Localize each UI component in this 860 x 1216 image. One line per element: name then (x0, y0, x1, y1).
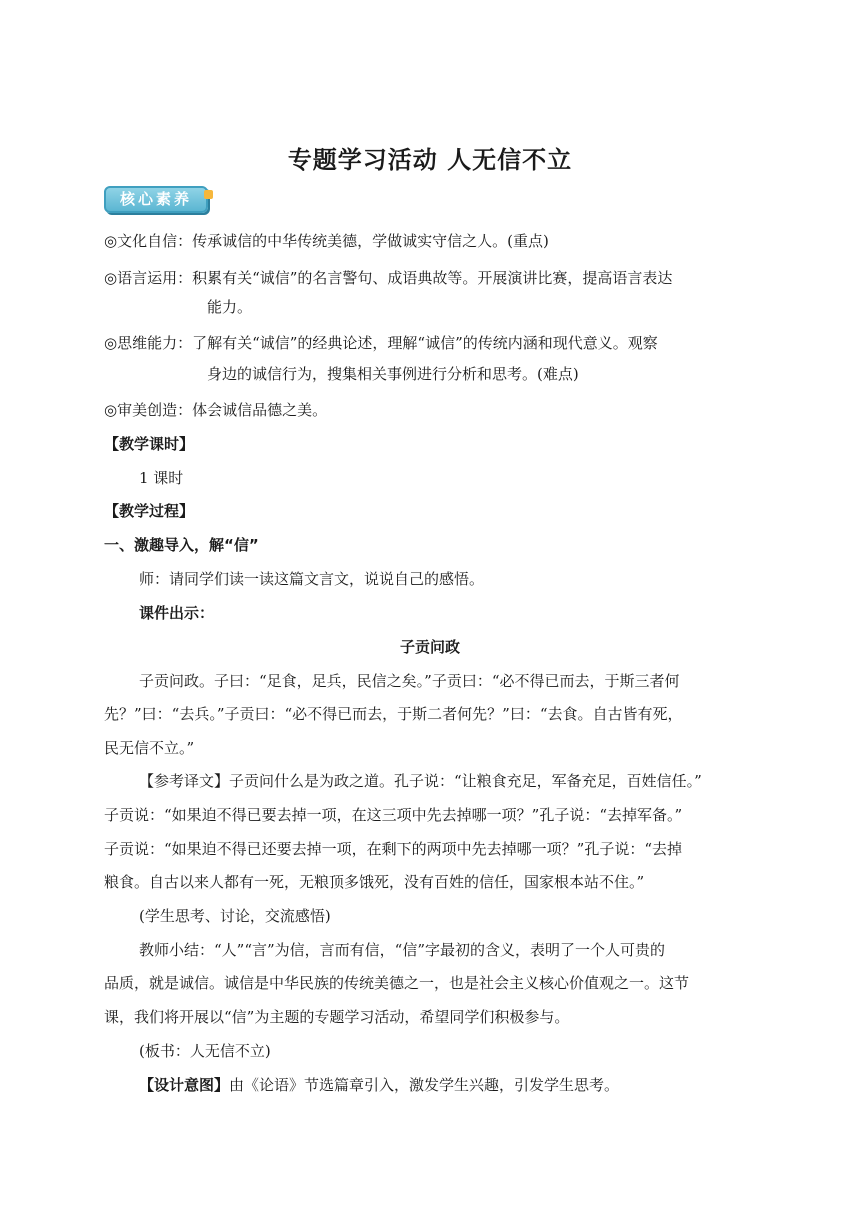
page-title: 专题学习活动 人无信不立 (287, 146, 573, 174)
literacy-thinking-cont: 身边的诚信行为，搜集相关事例进行分析和思考。(难点) (207, 365, 579, 383)
section-heading: 一、激趣导入，解“信” (104, 536, 259, 554)
literacy-thinking: ◎思维能力：了解有关“诚信”的经典论述，理解“诚信”的传统内涵和现代意义。观察 (104, 334, 658, 352)
board-note: (板书：人无信不立) (139, 1042, 271, 1060)
literacy-aesthetic: ◎审美创造：体会诚信品德之美。 (104, 401, 328, 419)
design-intent (139, 1074, 619, 1096)
core-literacy-badge (104, 186, 208, 213)
summary-line: 课，我们将开展以“信”为主题的专题学习活动，希望同学们积极参与。 (104, 1008, 570, 1026)
literacy-language: ◎语言运用：积累有关“诚信”的名言警句、成语典故等。开展演讲比赛，提高语言表达 (104, 269, 673, 287)
process-heading: 【教学过程】 (104, 502, 195, 520)
translation-paragraph (139, 770, 702, 792)
badge-ribbon-icon (204, 190, 213, 199)
hours-value: 1 课时 (139, 469, 184, 487)
translation-line: 子贡说：“如果迫不得已还要去掉一项，在剩下的两项中先去掉哪一项？”孔子说：“去掉 (104, 840, 683, 858)
summary-line: 教师小结：“人”“言”为信，言而有信，“信”字最初的含义，表明了一个人可贵的 (139, 941, 666, 959)
design-text: 由《论语》节选篇章引入，激发学生兴趣，引发学生思考。 (229, 1076, 620, 1094)
translation-label: 【参考译文】 (139, 772, 230, 790)
courseware-label: 课件出示： (139, 604, 215, 622)
literacy-culture: ◎文化自信：传承诚信的中华传统美德，学做诚实守信之人。(重点) (104, 232, 549, 250)
translation-line: 子贡问什么是为政之道。孔子说：“让粮食充足，军备充足，百姓信任。” (229, 772, 702, 790)
design-label: 【设计意图】 (139, 1076, 230, 1094)
badge-label: 核心素养 (119, 190, 192, 208)
hours-heading: 【教学课时】 (104, 435, 195, 453)
summary-line: 品质，就是诚信。诚信是中华民族的传统美德之一，也是社会主义核心价值观之一。这节 (104, 974, 690, 992)
teacher-line: 师：请同学们读一读这篇文言文，说说自己的感悟。 (139, 570, 485, 588)
passage-line: 先？”曰：“去兵。”子贡曰：“必不得已而去，于斯二者何先？”曰：“去食。自古皆有死， (104, 705, 683, 723)
literacy-language-cont: 能力。 (207, 298, 253, 316)
passage-line: 子贡问政。子曰：“足食，足兵，民信之矣。”子贡曰：“必不得已而去，于斯三者何 (139, 672, 680, 690)
translation-line: 粮食。自古以来人都有一死，无粮顶多饿死，没有百姓的信任，国家根本站不住。” (104, 873, 645, 891)
passage-title: 子贡问政 (399, 638, 460, 656)
student-note: (学生思考、讨论，交流感悟) (139, 907, 331, 925)
translation-line: 子贡说：“如果迫不得已要去掉一项，在这三项中先去掉哪一项？”孔子说：“去掉军备。” (104, 806, 683, 824)
passage-line: 民无信不立。” (104, 739, 195, 757)
